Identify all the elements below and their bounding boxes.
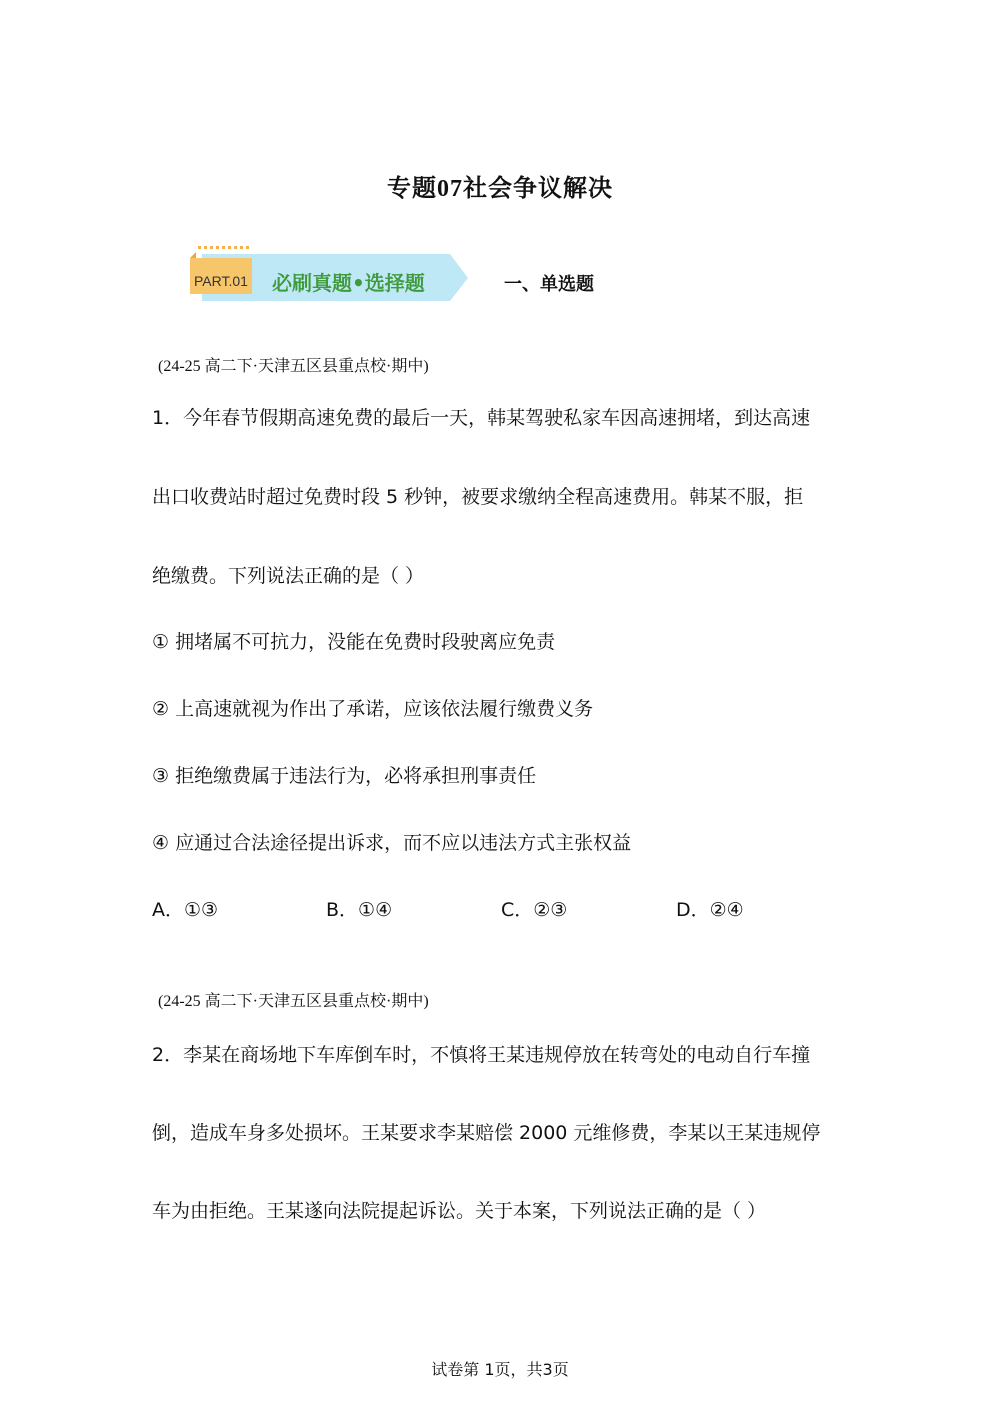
question-source: (24-25 高二下·天津五区县重点校·期中) <box>158 358 429 375</box>
statement-item: ③ 拒绝缴费属于违法行为，必将承担刑事责任 <box>152 765 537 787</box>
statement-item: ④ 应通过合法途径提出诉求，而不应以违法方式主张权益 <box>152 832 632 854</box>
question-stem-line: 1．今年春节假期高速免费的最后一天，韩某驾驶私家车因高速拥堵，到达高速 <box>152 407 811 429</box>
question-stem-line: 绝缴费。下列说法正确的是（ ） <box>152 565 425 587</box>
part-label: PART.01 <box>194 273 248 289</box>
statement-item: ① 拥堵属不可抗力，没能在免费时段驶离应免责 <box>152 631 556 653</box>
section-heading: 一、单选题 <box>504 274 594 295</box>
banner-dots <box>198 246 249 249</box>
title-suffix: 社会争议解决 <box>463 174 613 202</box>
question-stem-line: 倒，造成车身多处损坏。王某要求李某赔偿 2000 元维修费，李某以王某违规停 <box>152 1122 821 1144</box>
option-a: A．①③ <box>152 899 219 921</box>
title-prefix: 专题 <box>387 174 437 202</box>
option-d: D．②④ <box>676 899 744 921</box>
question-stem-line: 出口收费站时超过免费时段 5 秒钟，被要求缴纳全程高速费用。韩某不服，拒 <box>152 486 804 508</box>
statement-item: ② 上高速就视为作出了承诺，应该依法履行缴费义务 <box>152 698 594 720</box>
option-c: C．②③ <box>501 899 568 921</box>
question-stem-line: 2．李某在商场地下车库倒车时，不慎将王某违规停放在转弯处的电动自行车撞 <box>152 1044 811 1066</box>
page-title <box>0 168 1000 203</box>
option-b: B．①④ <box>326 899 393 921</box>
banner-heading: 必刷真题•选择题 <box>272 271 425 295</box>
title-number: 07 <box>437 176 463 202</box>
page-footer: 试卷第 1页，共3页 <box>431 1360 569 1379</box>
question-source: (24-25 高二下·天津五区县重点校·期中) <box>158 993 429 1010</box>
section-banner <box>188 244 470 302</box>
question-stem-line: 车为由拒绝。王某遂向法院提起诉讼。关于本案，下列说法正确的是（ ） <box>152 1200 767 1222</box>
